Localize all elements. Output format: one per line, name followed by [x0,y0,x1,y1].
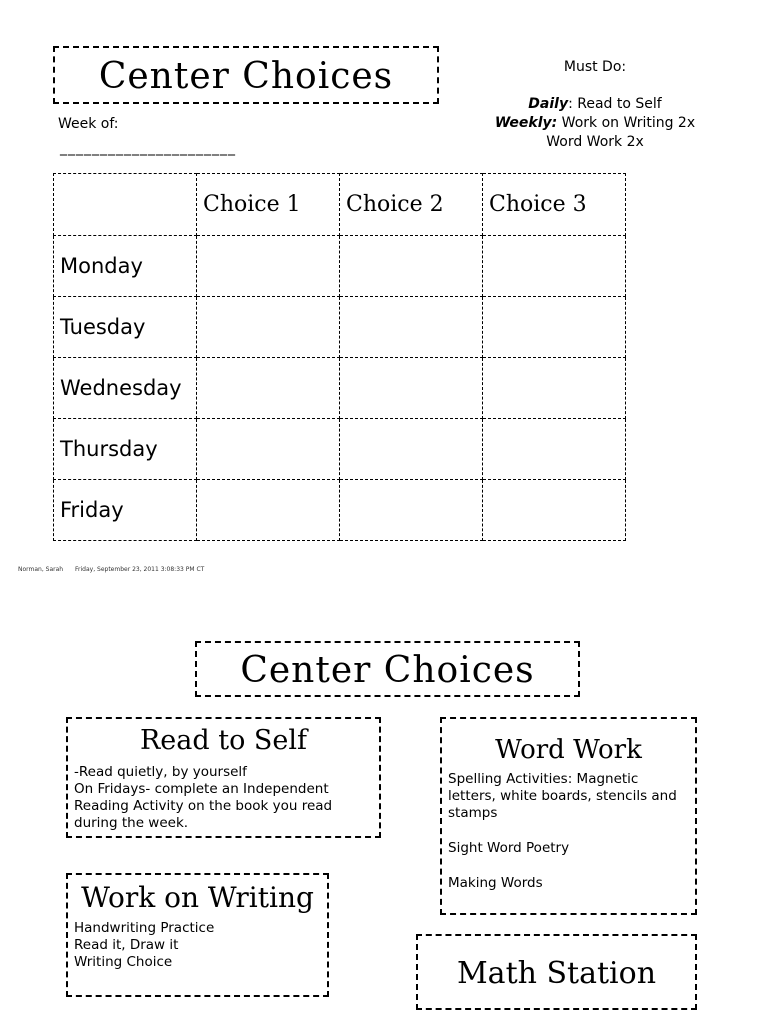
daily-label: Daily [528,96,569,112]
table-header-row [54,174,626,236]
word-work-body [442,771,695,892]
footer-author: Norman, Sarah [18,566,64,573]
footer-timestamp: Friday, September 23, 2011 3:08:33 PM CT [75,566,205,573]
table-cell [483,358,626,419]
weekly-label: Weekly: [494,115,558,131]
read-to-self-body [68,764,379,832]
word-work-line-2: Sight Word Poetry [448,840,570,856]
header-choice-1: Choice 1 [197,174,340,236]
work-on-writing-card [66,873,329,997]
table-cell [340,480,483,541]
must-do-block [480,58,710,152]
table-cell [340,358,483,419]
day-label-monday: Monday [54,236,197,297]
must-do-weekly [480,114,710,133]
read-to-self-title: Read to Self [139,725,308,756]
table-cell [340,236,483,297]
word-work-card [440,717,697,915]
table-row [54,236,626,297]
title-box [53,46,439,104]
must-do-weekly-2: Word Work 2x [546,134,644,150]
schedule-table [53,173,626,541]
day-label-thursday: Thursday [54,419,197,480]
table-cell [197,297,340,358]
day-label-friday: Friday [54,480,197,541]
week-of-blank-line: ______________________ [60,140,236,156]
must-do-heading: Must Do: [563,59,627,75]
read-to-self-line-2: On Fridays- complete an Independent Reading Activity on the book you read during the week. [74,781,333,831]
day-label-wednesday: Wednesday [54,358,197,419]
table-cell [340,297,483,358]
word-work-line-3: Making Words [448,875,543,891]
work-on-writing-line-3: Writing Choice [74,954,173,970]
table-cell [197,236,340,297]
math-station-card [416,934,697,1010]
weekly-value: Work on Writing 2x [557,115,696,131]
table-cell [483,480,626,541]
table-row [54,358,626,419]
week-of-label: Week of: [58,116,119,132]
work-on-writing-line-1: Handwriting Practice [74,920,215,936]
daily-value: : Read to Self [568,96,662,112]
table-cell [197,419,340,480]
word-work-title: Word Work [495,735,642,765]
page-footer-meta [18,566,204,573]
work-on-writing-line-2: Read it, Draw it [74,937,179,953]
table-cell [483,236,626,297]
table-row [54,480,626,541]
table-cell [483,419,626,480]
header-choice-2: Choice 2 [340,174,483,236]
second-title-box [195,641,580,697]
table-row [54,297,626,358]
header-cell-blank [54,174,197,236]
table-cell [197,480,340,541]
read-to-self-line-1: -Read quietly, by yourself [74,764,247,780]
table-row [54,419,626,480]
work-on-writing-body [68,920,327,971]
second-page-title: Center Choices [240,650,535,691]
table-cell [197,358,340,419]
header-choice-3: Choice 3 [483,174,626,236]
day-label-tuesday: Tuesday [54,297,197,358]
read-to-self-card [66,717,381,838]
page-title: Center Choices [98,56,394,97]
table-cell [483,297,626,358]
table-cell [340,419,483,480]
word-work-line-1: Spelling Activities: Magnetic letters, white boards, stencils and stamps [448,771,677,821]
math-station-title: Math Station [456,956,657,991]
must-do-daily [480,95,710,114]
work-on-writing-title: Work on Writing [81,881,314,914]
